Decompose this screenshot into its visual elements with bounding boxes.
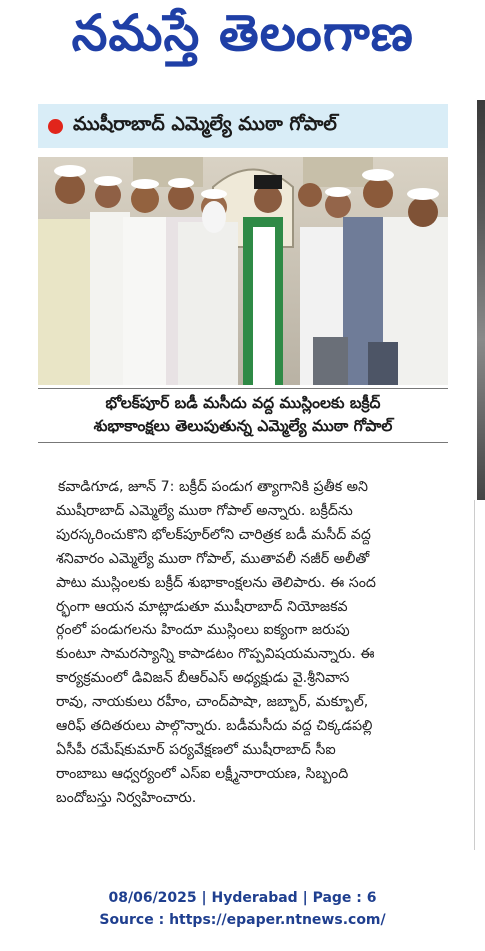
column-divider [474, 500, 475, 850]
edition-info: 08/06/2025 | Hyderabad | Page : 6 [108, 890, 377, 906]
source-link[interactable]: Source : https://epaper.ntnews.com/ [99, 912, 386, 928]
group-photo-image [38, 157, 448, 385]
article-line: కార్యక్రమంలో డివిజన్ బీఆర్ఎస్ అధ్యక్షుడు వై.శ్రీనివాస [56, 670, 350, 687]
caption-line: భోలక్‌పూర్ బడీ మసీదు వద్ద ముస్లింలకు బక్రీద్ [105, 394, 381, 412]
bullet-dot-icon [48, 119, 63, 134]
newspaper-logo: నమస్తే తెలంగాణ [71, 3, 414, 62]
article-line: ఏసీపీ రమేష్‌కుమార్ పర్యవేక్షణలో ముషీరాబాద్ సీఐ [56, 741, 336, 758]
article-body [56, 476, 448, 811]
news-photo [38, 157, 448, 385]
article-line: పురస్కరించుకొని భోలక్‌పూర్‌లోని చారిత్రక బడీ మసీద్ వద్ద [56, 526, 371, 543]
article-line: ముషీరాబాద్ ఎమ్మెల్యే ముఠా గోపాల్ అన్నారు. బక్రీద్‌ను [56, 502, 353, 519]
article-line: కవాడిగూడ, జూన్ 7: బక్రీద్ పండుగ త్యాగానికి ప్రతీక అని [58, 479, 368, 495]
article-line: శనివారం ఎమ్మెల్యే ముఠా గోపాల్, ముతావలీ నజీర్ అలీతో [56, 550, 370, 567]
caption-line: శుభాకాంక్షలు తెలుపుతున్న ఎమ్మెల్యే ముఠా గోపాల్ [93, 417, 393, 435]
caption-top-rule [38, 388, 448, 389]
caption-bottom-rule [38, 442, 448, 443]
article-line: ఆరిఫ్ తదితరులు పాల్గొన్నారు. బడీమసీదు వద్ద చిక్కడపల్లి [56, 718, 373, 735]
article-line: పాటు ముస్లింలకు బక్రీద్ శుభాకాంక్షలను తెలిపారు. ఈ సంద [56, 574, 376, 591]
masthead [0, 0, 485, 78]
headline-text: ముషీరాబాద్ ఎమ్మెల్యే ముఠా గోపాల్ [73, 112, 337, 135]
adjacent-column-photo-edge [477, 100, 485, 500]
article-line: ర్గంలో పండుగలను హిందూ ముస్లింలు ఐక్యంగా జరుపు [56, 622, 350, 639]
article-line: రాంబాబు ఆధ్వర్యంలో ఎస్ఐ లక్ష్మీనారాయణ, సిబ్బంది [56, 765, 349, 782]
headline-bar [38, 104, 448, 148]
article-line: బందోబస్తు నిర్వహించారు. [56, 789, 197, 806]
article-line: ర్భంగా ఆయన మాట్లాడుతూ ముషీరాబాద్ నియోజకవ [56, 598, 348, 615]
article-line: రావు, నాయకులు రహీం, చాంద్‌పాషా, జబ్బార్, మక్బూల్, [56, 694, 369, 711]
article-line: కుంటూ సామరస్యాన్ని కాపాడటం గొప్పవిషయమన్నారు. ఈ [56, 646, 375, 663]
photo-caption [38, 392, 448, 438]
